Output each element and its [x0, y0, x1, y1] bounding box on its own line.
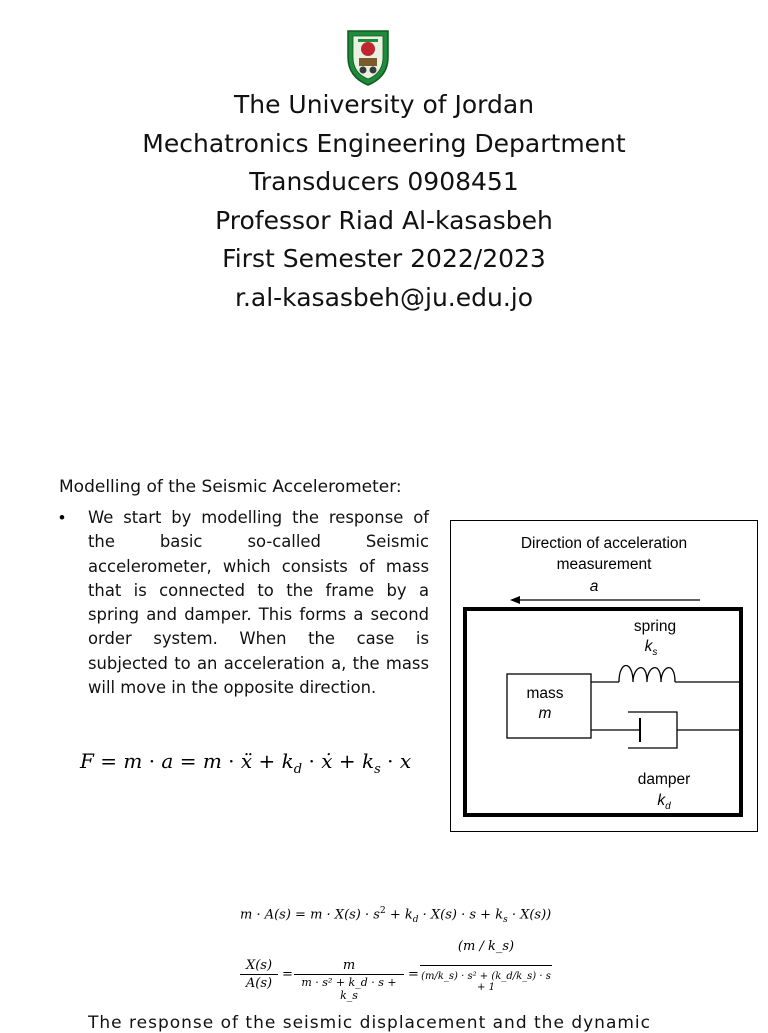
semester: First Semester 2022/2023 [222, 244, 546, 273]
section-heading: Modelling of the Seismic Accelerometer: [59, 477, 402, 497]
eq-plus2: + [332, 749, 362, 773]
equals-sign-2: = [408, 967, 419, 982]
professor-name: Professor Riad Al-kasasbeh [215, 205, 553, 235]
university-name: The University of Jordan [233, 90, 535, 119]
force-equation [80, 749, 411, 777]
rhs-fraction: (m / k_s) (m/k_s) · s² + (k_d/k_s) · s + 1 [421, 939, 551, 993]
direction-label-line1: Direction of acceleration [520, 535, 688, 552]
eq-dot2: · [221, 749, 241, 773]
mass-symbol: m [538, 705, 552, 722]
bottom-partial-text: The response of the seismic displacement and the dynamic [88, 1013, 651, 1033]
eq-a: a [161, 749, 174, 773]
mass-label: mass [526, 685, 564, 702]
eq-dot4: · [380, 749, 400, 773]
eq-xdot: ẋ [321, 749, 333, 773]
eq-m1: m [123, 749, 143, 773]
email-address: r.al-kasasbeh@ju.edu.jo [234, 282, 534, 312]
course-name: Transducers 0908451 [249, 167, 519, 196]
damper-symbol: $k_d$ [657, 792, 671, 812]
damper-label: damper [637, 771, 691, 788]
eq-m2: m [202, 749, 222, 773]
eq-dot1: · [142, 749, 162, 773]
spring-label: spring [633, 618, 677, 635]
eq-ks-sub: s [374, 762, 381, 777]
eq-dot3: · [302, 749, 322, 773]
bullet-icon: • [59, 508, 65, 527]
eq-equals: = [93, 749, 124, 773]
lhs-fraction: X(s) A(s) [240, 958, 278, 991]
spring-symbol: $k_s$ [644, 638, 658, 658]
middle-fraction: m m · s² + k_d · s + k_s [294, 958, 404, 1002]
direction-label-line2: measurement [556, 556, 652, 573]
eq-kd-sub: d [293, 762, 303, 777]
accelerometer-diagram [450, 520, 758, 832]
title-block [0, 86, 768, 317]
eq-ks: k [361, 749, 375, 773]
eq-xddot: ẍ [240, 749, 253, 773]
eq-x: x [399, 749, 412, 773]
laplace-equation: $m \cdot A(s) = m \cdot X(s) \cdot s^2 + k_d \cdot X(s) \cdot s + k_s \cdot X(s)$) [240, 906, 552, 925]
university-logo [344, 27, 392, 87]
bullet-paragraph: We start by modelling the response of the basic so-called Seismic accelerometer, which consists of mass that is connected to the frame by a spring and damper. This forms a second order system. When the case is subjected to an acceleration a, the mass will move in the opposite direction. [88, 508, 429, 698]
eq-kd: k [281, 749, 294, 773]
transfer-function-block [236, 903, 556, 1024]
equals-sign-1: = [282, 967, 293, 982]
eq-F: F [80, 749, 94, 773]
acceleration-symbol: a [589, 578, 599, 595]
eq-plus1: + [252, 749, 282, 773]
eq-equals2: = [173, 749, 203, 773]
department-name: Mechatronics Engineering Department [142, 128, 626, 158]
